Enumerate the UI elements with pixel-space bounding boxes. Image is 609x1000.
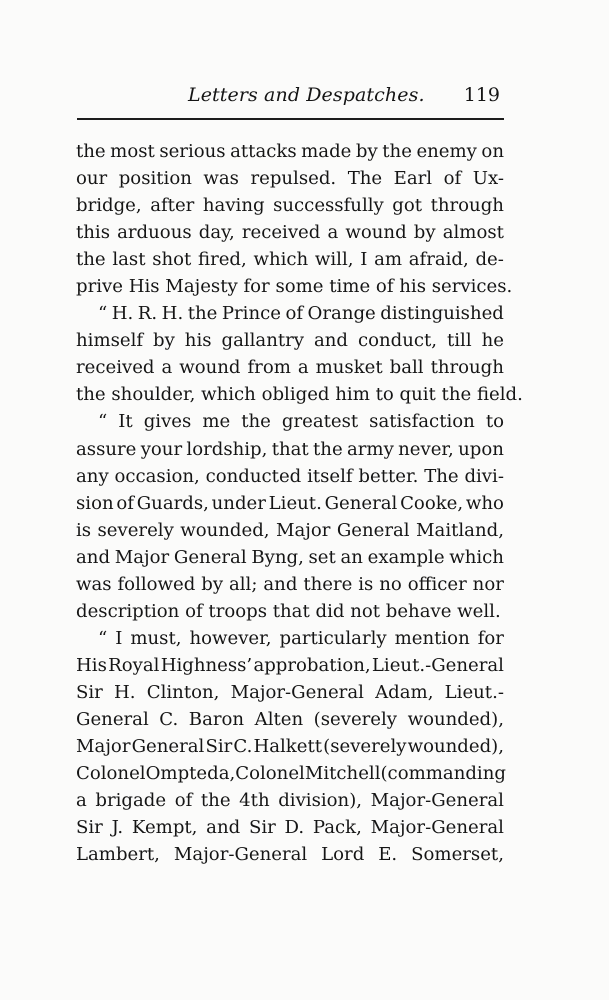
text-line: “ I must, however, particularly mention for [98,627,504,649]
text-line: our position was repulsed. The Earl of Ux- [76,168,504,190]
text-line: His Royal Highness’ approbation, Lieut.-General [76,654,504,676]
text-line: the shoulder, which obliged him to quit the field. [76,384,523,406]
text-line: sion of Guards, under Lieut. General Cooke, who [76,492,504,514]
text-line: himself by his gallantry and conduct, till he [76,330,504,352]
page-header [76,78,503,112]
page-number: 119 [463,84,500,106]
text-line: the most serious attacks made by the enemy on [76,141,504,162]
text-line: Colonel Ompteda, Colonel Mitchell (commanding [76,763,506,785]
text-line: Sir J. Kempt, and Sir D. Pack, Major-General [76,817,504,839]
text-line: prive His Majesty for some time of his services. [76,276,513,298]
text-line: assure your lordship, that the army never, upon [76,438,504,460]
text-line: was followed by all; and there is no officer nor [76,573,504,595]
text-line: the last shot fired, which will, I am afraid, de- [76,249,504,271]
running-head: Letters and Despatches. [188,84,425,106]
text-line: a brigade of the 4th division), Major-General [76,790,504,812]
text-line: “ It gives me the greatest satisfaction to [98,411,504,433]
text-line: received a wound from a musket ball through [76,357,504,379]
text-line: is severely wounded, Major General Maitland, [76,519,504,541]
text-line: bridge, after having successfully got through [76,195,504,217]
text-line: General C. Baron Alten (severely wounded), [76,708,504,730]
header-rule [77,118,504,120]
text-line: Lambert, Major-General Lord E. Somerset, [76,844,504,866]
text-line: any occasion, conducted itself better. The divi- [76,465,504,487]
text-line: this arduous day, received a wound by almost [76,222,504,244]
text-line: and Major General Byng, set an example which [76,546,504,568]
text-line: description of troops that did not behave well. [76,600,501,622]
text-line: Sir H. Clinton, Major-General Adam, Lieut.- [76,681,504,703]
text-line: Major General Sir C. Halkett (severely wounded), [76,736,504,758]
text-line: “ H. R. H. the Prince of Orange distinguished [98,303,504,325]
body-text [76,138,523,868]
